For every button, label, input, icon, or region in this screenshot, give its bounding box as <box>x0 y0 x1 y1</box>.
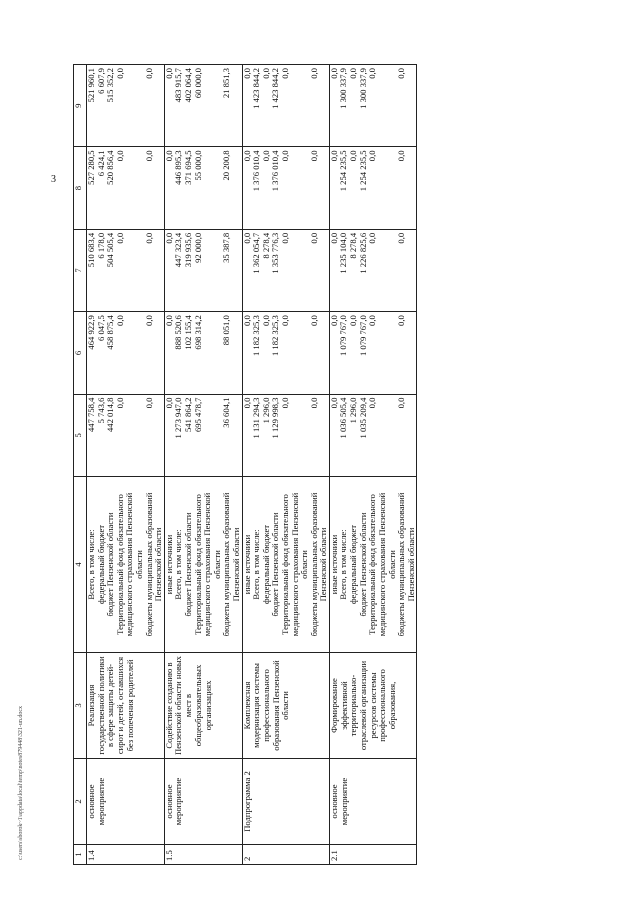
value-cell <box>87 312 165 394</box>
value: 510 683,4 <box>86 232 96 268</box>
source-label: бюджеты муниципальных образований Пензенской области <box>221 492 242 637</box>
value: 0,0 <box>279 68 290 79</box>
value: 6 607,9 <box>95 68 106 94</box>
value: 0,0 <box>163 150 174 162</box>
row-name: Содействие созданию в Пензенской области новых мест в общеобразовательных организациях <box>164 653 242 759</box>
value: 1 254 235,5 <box>357 150 368 192</box>
source-label: Всего, в том числе: <box>251 529 262 600</box>
value: 1 376 010,4 <box>251 150 262 192</box>
value: 1 079 767,0 <box>357 315 368 357</box>
value: 483 915,7 <box>173 68 184 103</box>
value: 36 604,1 <box>221 397 232 428</box>
row-sources <box>242 477 329 653</box>
value: 8 278,4 <box>348 232 359 259</box>
value: 88 051,0 <box>221 315 232 346</box>
source-label: Территориальный фонд обязательного медицинского страхования Пензенской области <box>192 492 222 637</box>
budget-table <box>73 64 417 865</box>
value: 515 352,2 <box>105 68 116 103</box>
value-cell <box>242 394 329 476</box>
value: 1 131 294,3 <box>251 397 262 439</box>
value: 458 875,4 <box>105 315 116 350</box>
value: 402 064,4 <box>182 68 193 103</box>
value: 0,0 <box>308 150 319 162</box>
value: 0,0 <box>328 150 339 162</box>
source-label: Территориальный фонд обязательного медицинского страхования Пензенской области <box>367 492 397 637</box>
value: 0,0 <box>279 232 290 244</box>
value: 8 278,4 <box>260 232 271 259</box>
value: 1 035 209,4 <box>357 397 368 439</box>
value: 1 296,0 <box>348 397 359 424</box>
source-label: Всего, в том числе: <box>173 529 184 600</box>
source-label: бюджеты муниципальных образований Пензенской области <box>396 492 416 637</box>
value: 0,0 <box>328 315 339 326</box>
value: 0,0 <box>367 232 378 244</box>
value: 0,0 <box>114 232 125 244</box>
value: 1 079 767,0 <box>338 315 349 357</box>
value: 0,0 <box>328 68 339 79</box>
source-label: Всего, в том числе: <box>86 529 96 600</box>
value: 1 362 054,7 <box>251 232 262 274</box>
value: 0,0 <box>143 150 154 162</box>
value: 0,0 <box>143 232 154 244</box>
col-header: 1 <box>74 845 87 865</box>
row-code: 2.1 <box>329 845 416 865</box>
value: 0,0 <box>114 315 125 326</box>
value: 0,0 <box>348 315 359 326</box>
value: 6 424,1 <box>95 150 106 177</box>
col-header: 2 <box>74 759 87 845</box>
value: 0,0 <box>328 397 339 409</box>
value: 0,0 <box>308 397 319 409</box>
value-cell <box>87 65 165 147</box>
source-label: бюджеты муниципальных образований Пензенской области <box>143 492 164 637</box>
value: 1 376 010,4 <box>270 150 281 192</box>
row-code: 2 <box>242 845 329 865</box>
row-code: 1.4 <box>87 845 165 865</box>
col-header: 3 <box>74 653 87 759</box>
value: 0,0 <box>308 232 319 244</box>
value: 447 323,4 <box>173 232 184 268</box>
value: 0,0 <box>241 68 252 79</box>
value-cell <box>329 147 416 229</box>
value: 541 864,2 <box>182 397 193 432</box>
value: 1 300 337,9 <box>357 68 368 109</box>
value: 1 254 235,5 <box>338 150 349 192</box>
value: 1 423 844,2 <box>270 68 281 109</box>
source-label: бюджет Пензенской области <box>105 512 116 617</box>
col-header: 5 <box>74 394 87 476</box>
value: 1 182 325,3 <box>251 315 262 357</box>
row-name: Комплексная модернизация системы профессионального образования Пензенской области <box>242 653 329 759</box>
value: 0,0 <box>396 397 407 409</box>
source-label: бюджет Пензенской области <box>357 512 368 617</box>
page-number: 3 <box>51 174 56 185</box>
value: 0,0 <box>163 68 174 79</box>
value: 319 935,6 <box>182 232 193 268</box>
value: 0,0 <box>279 397 290 409</box>
col-header: 4 <box>74 477 87 653</box>
value: 0,0 <box>260 315 271 326</box>
value: 1 353 776,3 <box>270 232 281 274</box>
value: 1 300 337,9 <box>338 68 349 109</box>
value: 0,0 <box>163 397 174 409</box>
value: 0,0 <box>348 150 359 162</box>
row-sources <box>329 477 416 653</box>
value: 527 280,5 <box>86 150 96 185</box>
row-code: 1.5 <box>164 845 242 865</box>
value-cell <box>242 312 329 394</box>
value: 6 178,0 <box>95 232 106 259</box>
value: 520 856,4 <box>105 150 116 185</box>
value-cell <box>87 394 165 476</box>
col-header: 6 <box>74 312 87 394</box>
value: 0,0 <box>114 397 125 409</box>
value: 0,0 <box>308 315 319 326</box>
value-cell <box>242 147 329 229</box>
value: 0,0 <box>114 68 125 79</box>
value: 464 922,9 <box>86 315 96 350</box>
value: 35 387,8 <box>221 232 232 263</box>
value: 60 000,0 <box>192 68 203 99</box>
col-header: 9 <box>74 65 87 147</box>
source-label: федеральный бюджет <box>348 524 359 605</box>
row-type: основное мероприятие <box>87 759 165 845</box>
table-row <box>164 65 242 865</box>
value-cell <box>164 229 242 311</box>
value: 1 226 825,6 <box>357 232 368 274</box>
value: 521 960,1 <box>86 68 96 103</box>
row-sources <box>164 477 242 653</box>
value: 0,0 <box>396 150 407 162</box>
value: 0,0 <box>241 397 252 409</box>
source-label: иные источники <box>241 534 252 595</box>
value: 0,0 <box>367 315 378 326</box>
value: 1 235 104,0 <box>338 232 349 274</box>
source-label: бюджет Пензенской области <box>270 512 281 617</box>
value: 888 520,6 <box>173 315 184 350</box>
value: 1 129 998,3 <box>270 397 281 439</box>
value: 1 296,0 <box>260 397 271 424</box>
value-cell <box>329 65 416 147</box>
value: 1 036 505,4 <box>338 397 349 439</box>
value: 0,0 <box>143 68 154 79</box>
value: 0,0 <box>308 68 319 79</box>
source-label: федеральный бюджет <box>95 524 106 605</box>
table-row <box>329 65 416 865</box>
rotated-table-wrapper <box>73 65 601 865</box>
value: 0,0 <box>367 397 378 409</box>
value: 0,0 <box>163 315 174 326</box>
value: 0,0 <box>367 68 378 79</box>
header-row <box>74 65 87 865</box>
source-label: Всего, в том числе: <box>338 529 349 600</box>
value: 0,0 <box>328 232 339 244</box>
table-row <box>87 65 165 865</box>
value: 371 694,5 <box>182 150 193 185</box>
value-cell <box>87 147 165 229</box>
value: 20 200,8 <box>221 150 232 181</box>
row-name: Формирование эффективной территориально-отраслевой организации ресурсов системы профессионального образования, <box>329 653 416 759</box>
row-name: Реализация государственной политики в сфере защиты детей-сирот и детей, оставшихся без попечения родителей <box>87 653 165 759</box>
value: 0,0 <box>367 150 378 162</box>
value: 446 895,3 <box>173 150 184 185</box>
source-label: бюджет Пензенской области <box>182 512 193 617</box>
value: 102 155,4 <box>182 315 193 350</box>
source-label: Территориальный фонд обязательного медицинского страхования Пензенской области <box>279 492 310 637</box>
value-cell <box>242 65 329 147</box>
source-label: иные источники <box>328 534 339 595</box>
row-type: основное мероприятие <box>329 759 416 845</box>
row-sources <box>87 477 165 653</box>
row-type: основное мероприятие <box>164 759 242 845</box>
value: 21 851,3 <box>221 68 232 99</box>
source-label: федеральный бюджет <box>260 524 271 605</box>
value: 92 000,0 <box>192 232 203 263</box>
value-cell <box>242 229 329 311</box>
table-row <box>242 65 329 865</box>
value: 0,0 <box>143 315 154 326</box>
value: 0,0 <box>348 68 359 79</box>
value: 55 000,0 <box>192 150 203 181</box>
value: 0,0 <box>396 315 407 326</box>
value: 0,0 <box>260 68 271 79</box>
col-header: 8 <box>74 147 87 229</box>
value: 0,0 <box>260 150 271 162</box>
value: 0,0 <box>114 150 125 162</box>
value: 1 182 325,3 <box>270 315 281 357</box>
value-cell <box>87 229 165 311</box>
value: 695 478,7 <box>192 397 203 432</box>
value: 0,0 <box>241 150 252 162</box>
row-type: Подпрограмма 2 <box>242 759 329 845</box>
col-header: 7 <box>74 229 87 311</box>
value: 0,0 <box>396 232 407 244</box>
value-cell <box>329 312 416 394</box>
value: 0,0 <box>241 315 252 326</box>
value-cell <box>164 312 242 394</box>
value: 0,0 <box>241 232 252 244</box>
source-label: бюджеты муниципальных образований Пензенской области <box>308 492 329 637</box>
value: 6 047,5 <box>95 315 106 341</box>
source-label: Территориальный фонд обязательного медицинского страхования Пензенской области <box>114 492 145 637</box>
value: 0,0 <box>279 315 290 326</box>
value-cell <box>329 229 416 311</box>
value-cell <box>164 394 242 476</box>
value: 442 014,8 <box>105 397 116 432</box>
value: 5 743,6 <box>95 397 106 424</box>
value: 0,0 <box>396 68 407 79</box>
value: 0,0 <box>143 397 154 409</box>
value: 504 505,4 <box>105 232 116 268</box>
value: 698 314,2 <box>192 315 203 350</box>
value-cell <box>329 394 416 476</box>
value: 0,0 <box>279 150 290 162</box>
footer-file-path: c:\users\sborok~1\appdata\local\temp\notes879448\321-un.docx <box>18 705 24 860</box>
value: 447 758,4 <box>86 397 96 432</box>
value: 1 423 844,2 <box>251 68 262 109</box>
value: 1 273 947,0 <box>173 397 184 439</box>
value: 0,0 <box>163 232 174 244</box>
source-label: иные источники <box>163 534 174 595</box>
value-cell <box>164 147 242 229</box>
value-cell <box>164 65 242 147</box>
